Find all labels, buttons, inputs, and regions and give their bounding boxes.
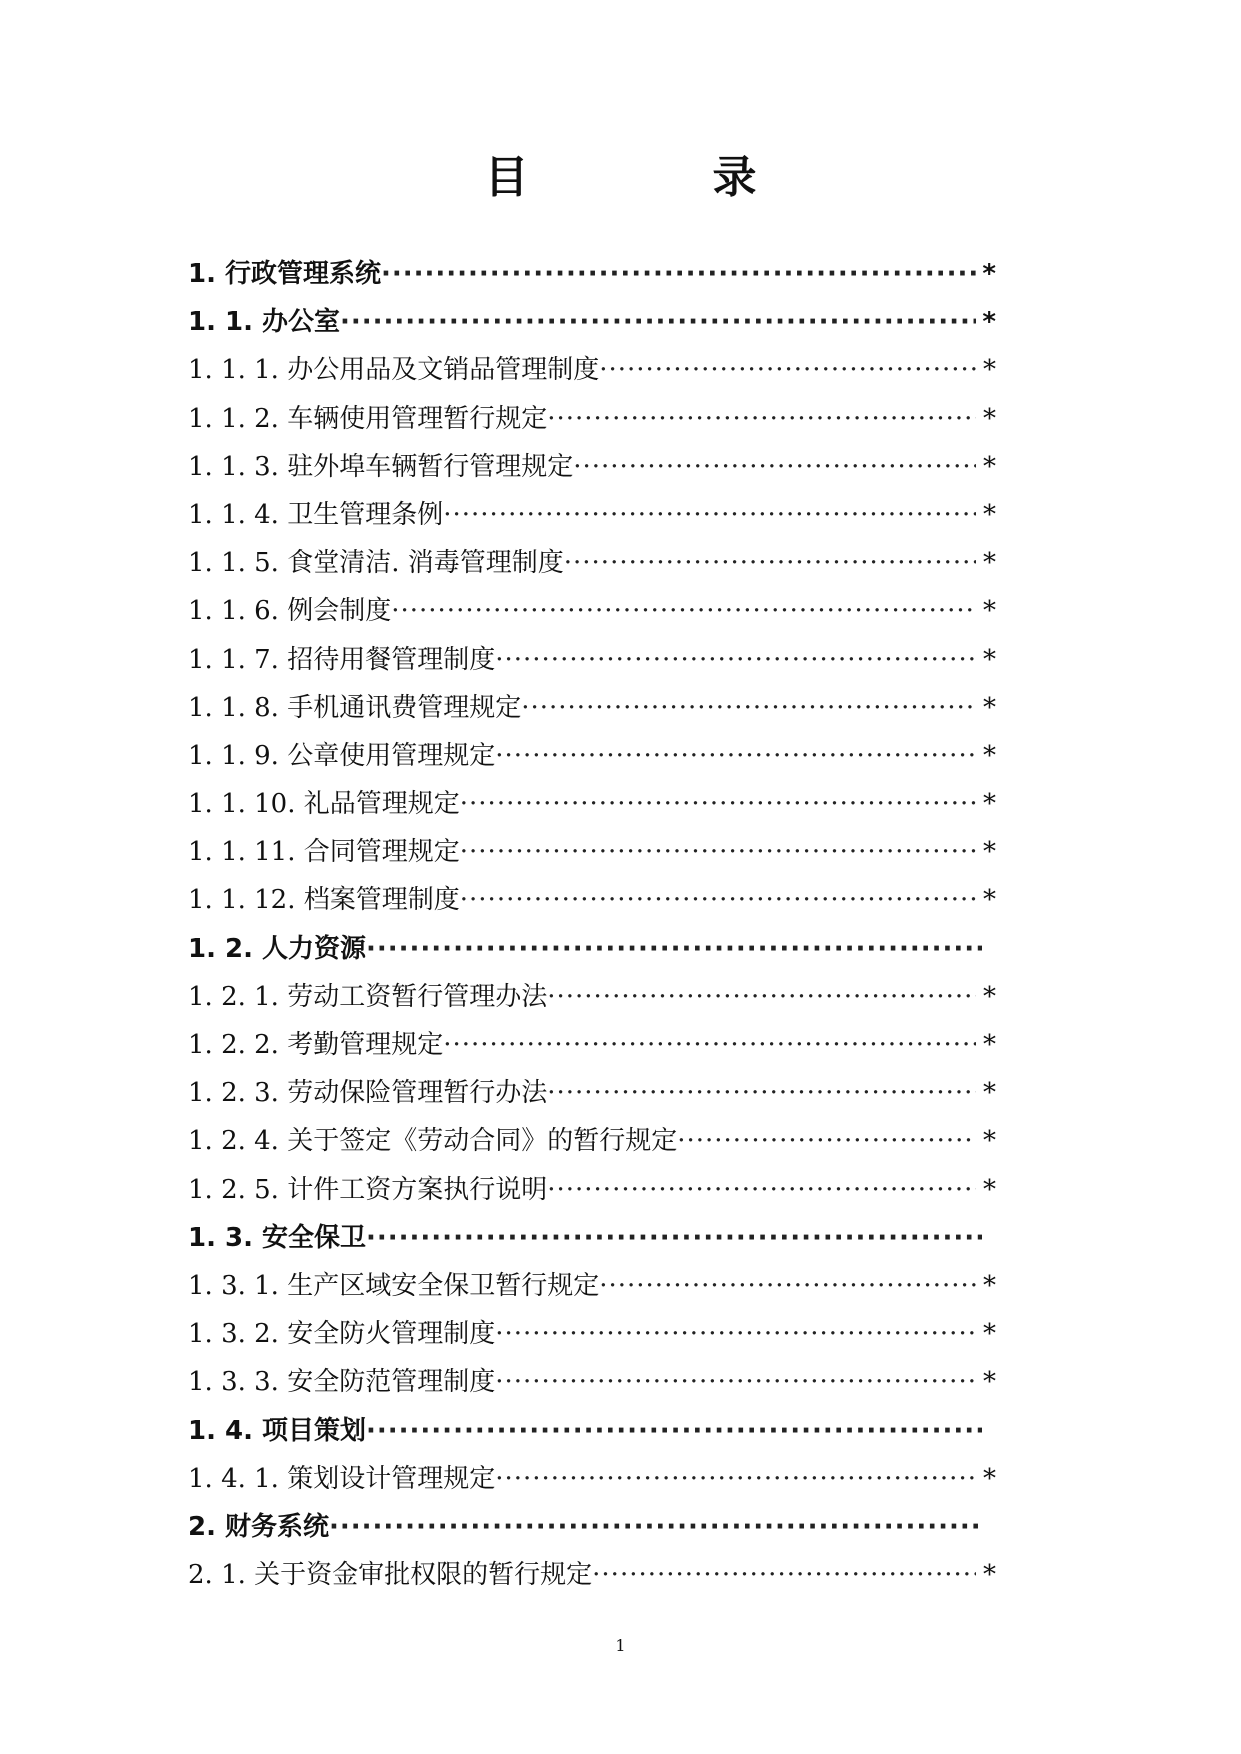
dot-leader <box>547 1069 976 1117</box>
dot-leader <box>340 298 976 346</box>
toc-entry-label: 1. 3. 1. 生产区域安全保卫暂行规定 <box>188 1270 600 1301</box>
dot-leader <box>495 1310 976 1358</box>
toc-entry-label: 1. 2. 2. 考勤管理规定 <box>188 1030 444 1060</box>
toc-entry-label: 1. 4. 1. 策划设计管理规定 <box>188 1463 496 1494</box>
toc-entry-label: 1. 4. 项目策划 <box>188 1415 367 1446</box>
toc-entry[interactable] <box>188 1214 996 1262</box>
toc-page-ref: * <box>983 789 996 820</box>
dot-leader <box>329 1503 982 1551</box>
toc-entry[interactable] <box>188 1069 996 1117</box>
toc-entry-label: 2. 1. 关于资金审批权限的暂行规定 <box>188 1560 593 1591</box>
dot-leader <box>443 1021 976 1069</box>
toc-entry[interactable] <box>188 732 996 780</box>
toc-page-ref: * <box>983 1174 996 1205</box>
toc-page-ref: * <box>983 837 996 868</box>
toc-entry[interactable] <box>188 876 996 924</box>
dot-leader <box>677 1117 976 1165</box>
dot-leader <box>592 1551 976 1599</box>
toc-entry[interactable] <box>188 587 996 635</box>
dot-leader <box>564 539 976 587</box>
toc-page-ref: * <box>982 307 996 338</box>
table-of-contents <box>188 250 996 1599</box>
toc-page-ref: * <box>982 259 996 289</box>
toc-entry[interactable] <box>188 1551 996 1599</box>
toc-entry[interactable] <box>188 1503 996 1551</box>
toc-entry-label: 1. 2. 3. 劳动保险管理暂行办法 <box>188 1078 548 1109</box>
toc-page-ref: * <box>983 355 996 386</box>
toc-entry-label: 1. 1. 8. 手机通讯费管理规定 <box>188 692 522 723</box>
toc-entry-label: 1. 1. 9. 公章使用管理规定 <box>188 740 496 771</box>
dot-leader <box>495 1455 976 1503</box>
toc-page-ref: * <box>983 1463 996 1494</box>
dot-leader <box>443 491 976 539</box>
toc-entry-label: 1. 1. 1. 办公用品及文销品管理制度 <box>188 355 600 386</box>
toc-entry[interactable] <box>188 1262 996 1310</box>
dot-leader <box>547 973 976 1021</box>
toc-entry[interactable] <box>188 539 996 587</box>
toc-entry[interactable] <box>188 1407 996 1455</box>
toc-entry-label: 1. 1. 10. 礼品管理规定 <box>188 789 460 820</box>
toc-page-ref: * <box>983 1270 996 1301</box>
toc-page-ref: * <box>983 548 996 579</box>
toc-page-ref: * <box>983 740 996 771</box>
dot-leader <box>366 1214 982 1262</box>
dot-leader <box>460 828 976 876</box>
toc-entry[interactable] <box>188 684 996 732</box>
toc-entry[interactable] <box>188 1117 996 1165</box>
toc-entry[interactable] <box>188 346 996 394</box>
toc-entry-label: 1. 3. 2. 安全防火管理制度 <box>188 1319 496 1350</box>
toc-page-ref: * <box>983 499 996 530</box>
toc-page-ref: * <box>983 692 996 723</box>
dot-leader <box>495 732 976 780</box>
toc-entry-label: 1. 1. 办公室 <box>188 307 341 338</box>
page-number: 1 <box>615 1636 626 1655</box>
toc-entry-label: 1. 3. 安全保卫 <box>188 1222 367 1253</box>
dot-leader <box>495 1358 976 1406</box>
toc-entry-label: 1. 1. 7. 招待用餐管理制度 <box>188 644 496 675</box>
page-title: 目 录 <box>484 152 827 203</box>
toc-entry-label: 2. 财务系统 <box>188 1511 330 1542</box>
toc-entry[interactable] <box>188 973 996 1021</box>
dot-leader <box>599 1262 976 1310</box>
toc-entry[interactable] <box>188 298 996 346</box>
toc-entry-label: 1. 2. 4. 关于签定《劳动合同》的暂行规定 <box>188 1126 678 1157</box>
toc-entry[interactable] <box>188 925 996 973</box>
toc-entry[interactable] <box>188 1455 996 1503</box>
toc-page-ref: * <box>983 451 996 482</box>
toc-page-ref: * <box>983 1030 996 1060</box>
toc-entry[interactable] <box>188 1166 996 1214</box>
toc-entry[interactable] <box>188 395 996 443</box>
dot-leader <box>547 395 976 443</box>
dot-leader <box>460 876 976 924</box>
toc-entry[interactable] <box>188 780 996 828</box>
toc-entry-label: 1. 1. 11. 合同管理规定 <box>188 837 460 868</box>
dot-leader <box>521 684 976 732</box>
dot-leader <box>547 1166 976 1214</box>
toc-entry-label: 1. 行政管理系统 <box>188 259 382 289</box>
toc-entry-label: 1. 1. 3. 驻外埠车辆暂行管理规定 <box>188 451 574 482</box>
toc-entry[interactable] <box>188 443 996 491</box>
toc-entry[interactable] <box>188 636 996 684</box>
toc-entry-label: 1. 1. 5. 食堂清洁. 消毒管理制度 <box>188 548 564 579</box>
toc-page-ref: * <box>983 1078 996 1109</box>
toc-page-ref: * <box>983 1367 996 1398</box>
toc-entry[interactable] <box>188 250 996 298</box>
toc-entry-label: 1. 1. 2. 车辆使用管理暂行规定 <box>188 403 548 434</box>
toc-entry-label: 1. 2. 1. 劳动工资暂行管理办法 <box>188 981 548 1012</box>
toc-page-ref: * <box>983 1126 996 1157</box>
toc-page-ref: * <box>983 1560 996 1591</box>
toc-entry[interactable] <box>188 491 996 539</box>
toc-entry-label: 1. 1. 12. 档案管理制度 <box>188 885 460 916</box>
dot-leader <box>391 587 976 635</box>
toc-page-ref: * <box>983 885 996 916</box>
toc-page-ref: * <box>983 644 996 675</box>
toc-entry[interactable] <box>188 1310 996 1358</box>
toc-entry[interactable] <box>188 1358 996 1406</box>
dot-leader <box>366 1407 982 1455</box>
dot-leader <box>495 636 976 684</box>
toc-page-ref: * <box>983 596 996 627</box>
dot-leader <box>599 346 976 394</box>
toc-entry-label: 1. 1. 4. 卫生管理条例 <box>188 499 444 530</box>
dot-leader <box>366 925 982 973</box>
toc-entry-label: 1. 3. 3. 安全防范管理制度 <box>188 1367 496 1398</box>
dot-leader <box>381 250 976 298</box>
toc-page-ref: * <box>983 1319 996 1350</box>
dot-leader <box>573 443 976 491</box>
toc-entry-label: 1. 2. 5. 计件工资方案执行说明 <box>188 1174 548 1205</box>
toc-page-ref: * <box>983 403 996 434</box>
toc-entry-label: 1. 1. 6. 例会制度 <box>188 596 392 627</box>
toc-page-ref: * <box>983 981 996 1012</box>
dot-leader <box>460 780 976 828</box>
toc-entry[interactable] <box>188 1021 996 1069</box>
toc-entry-label: 1. 2. 人力资源 <box>188 933 367 964</box>
toc-entry[interactable] <box>188 828 996 876</box>
